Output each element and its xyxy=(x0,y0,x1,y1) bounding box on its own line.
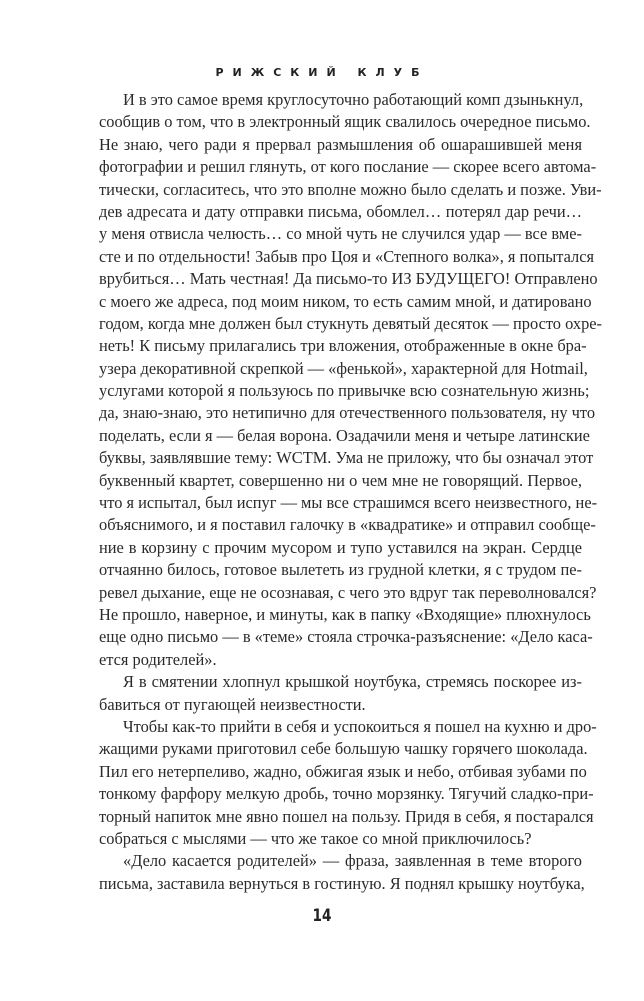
text-line: письма, заставила вернуться в гостиную. Я поднял крышку ноутбука, xyxy=(99,873,585,893)
text-line: ревел дыхание, еще не осознавая, с чего это вдруг так переволновался? xyxy=(99,582,597,602)
text-line: тонкому фарфору мелкую дробь, точно морзянку. Тягучий сладко-при- xyxy=(99,784,594,804)
text-line: что я испытал, был испуг — мы все страшимся всего неизвестного, не- xyxy=(99,493,598,513)
text-line: неть! К письму прилагались три вложения, отображенные в окне бра- xyxy=(99,336,587,356)
text-line: Пил его нетерпеливо, жадно, обжигая язык и небо, отбивая зубами по xyxy=(99,761,587,781)
text-line: И в это самое время круглосуточно работающий комп дзынькнул, xyxy=(123,90,584,109)
text-line: отчаянно билось, готовое вылететь из грудной клетки, я с трудом пе- xyxy=(99,560,582,580)
text-line: Не знаю, чего ради я прервал размышления об ошарашившей меня xyxy=(99,134,582,154)
text-line: сте и по отдельности! Забыв про Цоя и «Степного волка», я попытался xyxy=(99,246,595,266)
text-line: ние в корзину с прочим мусором и тупо уставился на экран. Сердце xyxy=(99,537,582,557)
text-line: дев адресата и дату отправки письма, обомлел… потерял дар речи… xyxy=(99,201,582,221)
page-number: 14 xyxy=(312,906,332,926)
text-line: да, знаю-знаю, это нетипично для отечественного пользователя, ну что xyxy=(99,403,596,423)
text-line: ется родителей». xyxy=(99,649,217,669)
text-line: поделать, если я — белая ворона. Озадачили меня и четыре латинские xyxy=(99,425,590,445)
text-line: Чтобы как-то прийти в себя и успокоиться я пошел на кухню и дро- xyxy=(123,716,597,736)
running-header: РИЖСКИЙ КЛУБ xyxy=(215,66,429,79)
text-line: годом, когда мне должен был стукнуть девятый десяток — просто охре- xyxy=(99,313,602,333)
text-line: Не прошло, наверное, и минуты, как в папку «Входящие» плюхнулось xyxy=(99,604,591,624)
text-line: объяснимого, и я поставил галочку в «квадратике» и отправил сообще- xyxy=(99,515,596,535)
text-line: буквы, заявлявшие тему: WCTM. Ума не приложу, что бы означал этот xyxy=(99,448,594,468)
page-body-text xyxy=(99,89,602,895)
text-line: Я в смятении хлопнул крышкой ноутбука, стремясь поскорее из- xyxy=(123,672,582,692)
text-line: тически, согласитесь, что это вполне можно было сделать и позже. Уви- xyxy=(99,179,602,199)
text-line: собраться с мыслями — что же такое со мной приключилось? xyxy=(99,828,532,848)
text-line: фотографии и решил глянуть, от кого послание — скорее всего автома- xyxy=(99,157,597,177)
text-line: «Дело касается родителей» — фраза, заявленная в теме второго xyxy=(123,851,582,871)
text-line: узера декоративной скрепкой — «фенькой», характерной для Hotmail, xyxy=(99,358,588,378)
text-line: бавиться от пугающей неизвестности. xyxy=(99,694,366,714)
text-line: торный напиток мне явно пошел на пользу. Придя в себя, я постарался xyxy=(99,806,594,826)
text-line: еще одно письмо — в «теме» стояла строчка-разъяснение: «Дело каса- xyxy=(99,627,593,647)
text-line: сообщив о том, что в электронный ящик свалилось очередное письмо. xyxy=(99,112,591,132)
text-line: услугами которой я пользуюсь по привычке всю сознательную жизнь; xyxy=(99,381,590,401)
text-line: жащими руками приготовил себе большую чашку горячего шоколада. xyxy=(99,739,588,759)
text-line: с моего же адреса, под моим ником, то есть самим мной, и датировано xyxy=(99,291,592,311)
text-line: врубиться… Мать честная! Да письмо-то ИЗ БУДУЩЕГО! Отправлено xyxy=(99,269,598,289)
text-line: буквенный квартет, совершенно ни о чем мне не говорящий. Первое, xyxy=(99,470,582,490)
text-line: у меня отвисла челюсть… со мной чуть не случился удар — все вме- xyxy=(99,224,582,244)
